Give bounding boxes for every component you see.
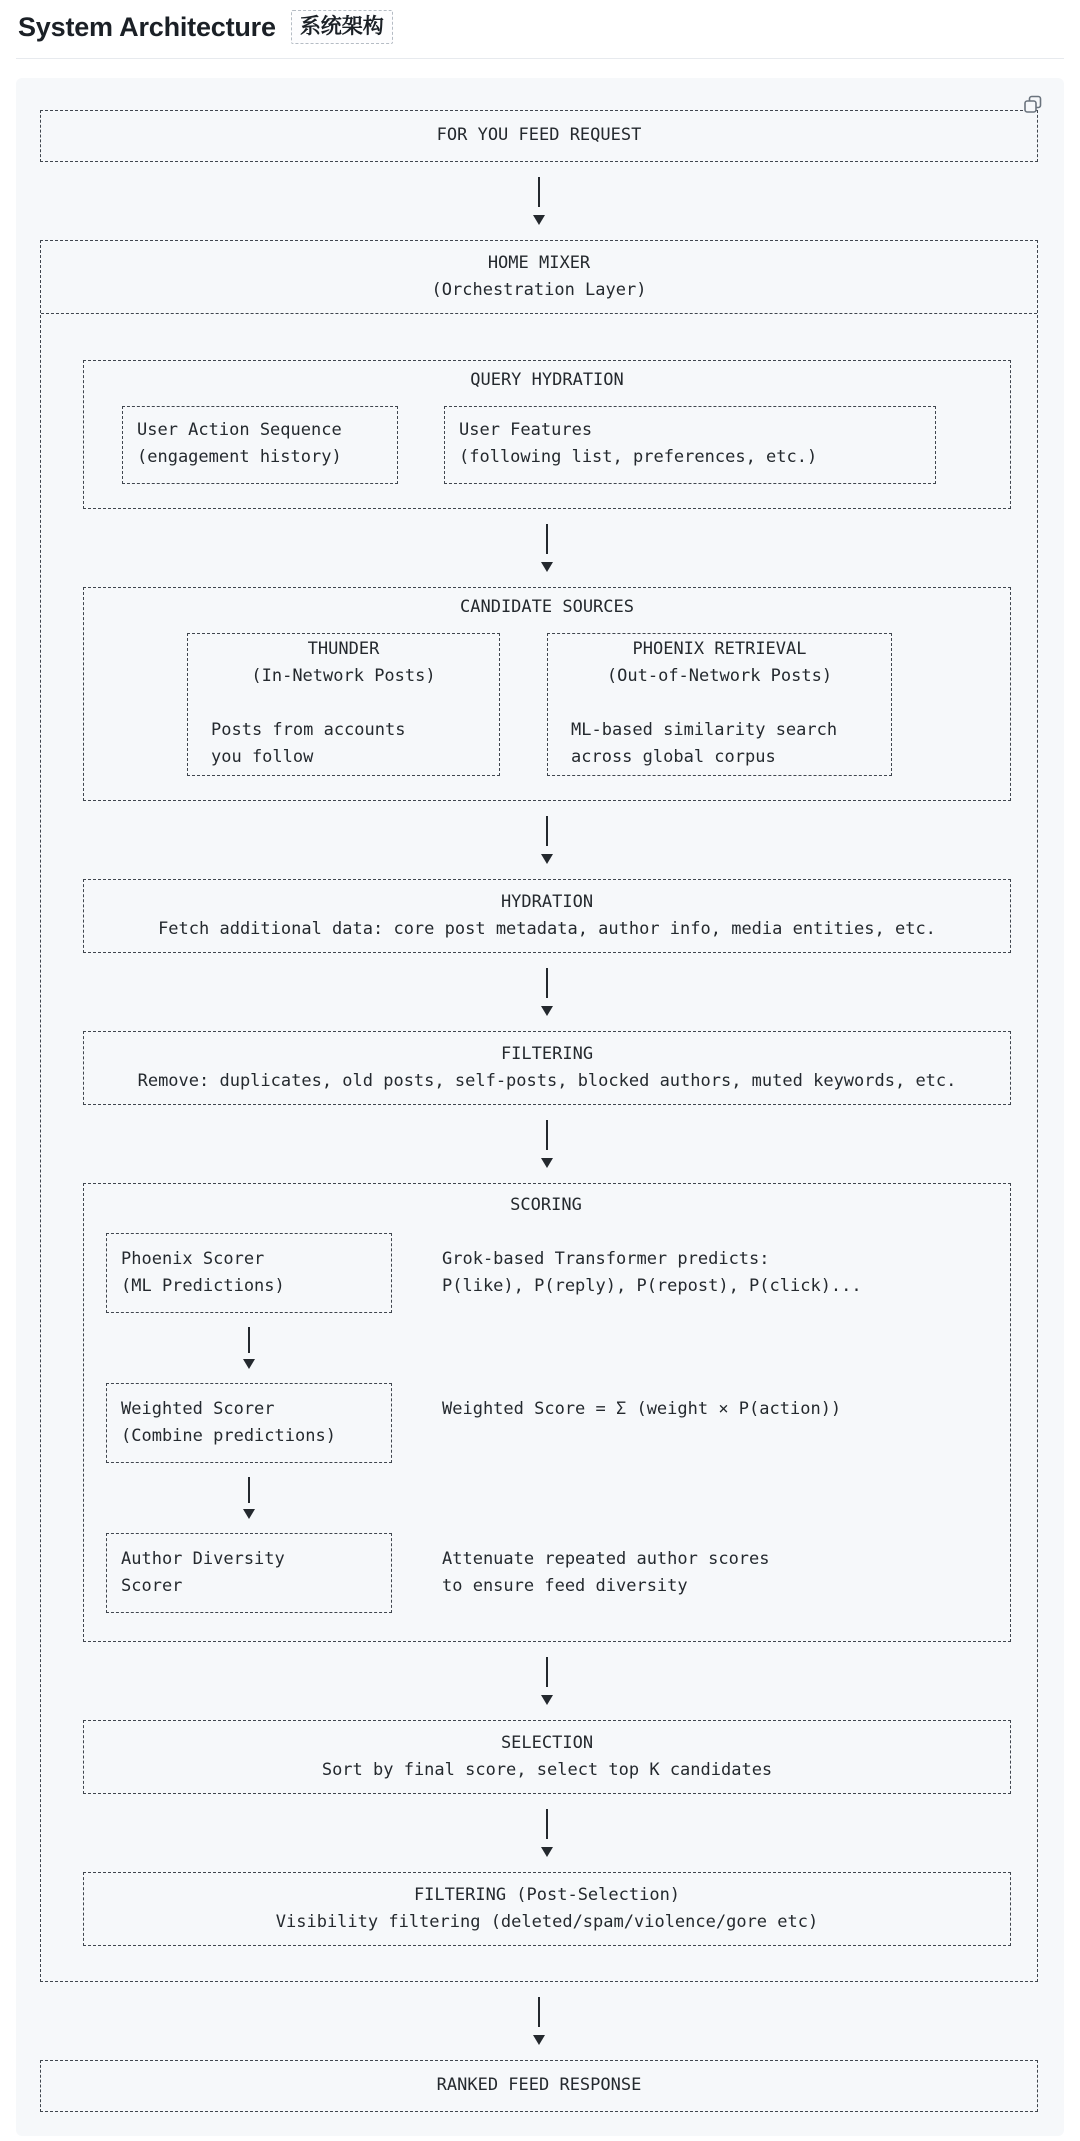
box-weighted-scorer: [106, 1383, 392, 1463]
scoring-row-phoenix: [106, 1233, 986, 1313]
box-feed-request: [40, 110, 1038, 162]
box-scoring: [83, 1183, 1011, 1642]
page-title-zh-badge: 系统架构: [291, 10, 393, 44]
box-selection: [83, 1720, 1011, 1794]
selection-desc: Sort by final score, select top K candidates: [321, 1760, 773, 1780]
flow-arrow-down: [40, 177, 1038, 225]
thunder-title: THUNDER: [307, 639, 380, 659]
spacer: [188, 690, 499, 717]
scoring-title: SCORING: [510, 1195, 582, 1215]
box-phoenix-scorer: [106, 1233, 392, 1313]
phoenix-scorer-note: [442, 1233, 862, 1313]
box-filtering: [83, 1031, 1011, 1105]
flow-arrow-down: [83, 968, 1011, 1016]
arrow-line: [546, 1657, 548, 1687]
arrow-head-icon: [533, 2035, 545, 2045]
arrow-line: [248, 1477, 250, 1503]
thunder-subtitle: (In-Network Posts): [251, 666, 436, 686]
author-diversity-note1: Attenuate repeated author scores: [442, 1549, 770, 1569]
user-action-sequence-line1: User Action Sequence: [137, 420, 342, 440]
code-block-panel: [16, 78, 1064, 2136]
post-filtering-desc: Visibility filtering (deleted/spam/violence/gore etc): [275, 1912, 819, 1932]
arrow-head-icon: [541, 1847, 553, 1857]
arrow-line: [538, 1997, 540, 2027]
box-home-mixer: [40, 240, 1038, 1982]
filtering-title: FILTERING: [500, 1044, 594, 1064]
flow-arrow-down: [83, 524, 1011, 572]
home-mixer-title: HOME MIXER: [487, 253, 591, 273]
hydration-desc: Fetch additional data: core post metadata, author info, media entities, etc.: [158, 919, 936, 939]
phoenix-scorer-note2: P(like), P(reply), P(repost), P(click)...: [442, 1276, 862, 1296]
author-diversity-line1: Author Diversity: [121, 1549, 285, 1569]
weighted-scorer-line2: (Combine predictions): [121, 1426, 336, 1446]
home-mixer-header: [41, 241, 1037, 314]
box-query-hydration: [83, 360, 1011, 509]
box-thunder: [187, 633, 500, 776]
arrow-line: [546, 968, 548, 998]
box-user-features: [444, 406, 936, 484]
page-header: [16, 0, 1064, 59]
arrow-head-icon: [243, 1509, 255, 1519]
copy-button[interactable]: [1019, 91, 1047, 119]
box-hydration: [83, 879, 1011, 953]
arrow-line: [546, 1809, 548, 1839]
scoring-row-weighted: [106, 1383, 986, 1463]
scoring-arrow-col: [106, 1313, 392, 1383]
arrow-head-icon: [541, 562, 553, 572]
arrow-head-icon: [243, 1359, 255, 1369]
home-mixer-subtitle: (Orchestration Layer): [431, 280, 647, 300]
box-user-action-sequence: [122, 406, 398, 484]
arrow-head-icon: [541, 1695, 553, 1705]
flow-arrow-down: [40, 1997, 1038, 2045]
post-filtering-title: FILTERING (Post-Selection): [413, 1885, 681, 1905]
flow-arrow-down: [83, 1657, 1011, 1705]
weighted-scorer-note1: Weighted Score = Σ (weight × P(action)): [442, 1399, 842, 1419]
phoenix-desc1: ML-based similarity search: [571, 720, 838, 740]
author-diversity-note: [442, 1533, 770, 1613]
phoenix-scorer-line2: (ML Predictions): [121, 1276, 285, 1296]
flow-arrow-down: [83, 1120, 1011, 1168]
user-action-sequence-line2: (engagement history): [137, 447, 342, 467]
spacer: [548, 690, 891, 717]
box-post-filtering: [83, 1872, 1011, 1946]
phoenix-subtitle: (Out-of-Network Posts): [606, 666, 833, 686]
page-title: System Architecture: [18, 12, 276, 42]
flow-arrow-down: [243, 1477, 255, 1519]
selection-title: SELECTION: [500, 1733, 594, 1753]
scoring-row-diversity: [106, 1533, 986, 1613]
phoenix-scorer-line1: Phoenix Scorer: [121, 1249, 265, 1269]
arrow-line: [248, 1327, 250, 1353]
arrow-line: [546, 524, 548, 554]
phoenix-title: PHOENIX RETRIEVAL: [632, 639, 807, 659]
weighted-scorer-note: [442, 1383, 841, 1463]
user-features-line1: User Features: [459, 420, 593, 440]
box-phoenix-retrieval: [547, 633, 892, 776]
box-author-diversity-scorer: [106, 1533, 392, 1613]
hydration-title: HYDRATION: [500, 892, 594, 912]
weighted-scorer-line1: Weighted Scorer: [121, 1399, 275, 1419]
query-hydration-row: [122, 406, 1010, 484]
author-diversity-note2: to ensure feed diversity: [442, 1576, 688, 1596]
arrow-line: [538, 177, 540, 207]
arrow-head-icon: [541, 854, 553, 864]
arrow-line: [546, 816, 548, 846]
thunder-desc1: Posts from accounts: [211, 720, 406, 740]
flow-arrow-down: [83, 816, 1011, 864]
arrow-head-icon: [541, 1158, 553, 1168]
copy-icon: [1021, 93, 1045, 117]
home-mixer-body: [41, 314, 1037, 1981]
feed-request-label: FOR YOU FEED REQUEST: [436, 125, 642, 145]
candidate-sources-title: CANDIDATE SOURCES: [460, 597, 634, 617]
filtering-desc: Remove: duplicates, old posts, self-posts, blocked authors, muted keywords, etc.: [137, 1071, 957, 1091]
arrow-line: [546, 1120, 548, 1150]
thunder-desc2: you follow: [211, 747, 314, 767]
architecture-diagram: [40, 110, 1038, 2112]
box-ranked-response: [40, 2060, 1038, 2112]
query-hydration-title: QUERY HYDRATION: [470, 370, 624, 390]
scoring-arrow-col: [106, 1463, 392, 1533]
flow-arrow-down: [83, 1809, 1011, 1857]
ranked-response-label: RANKED FEED RESPONSE: [436, 2075, 642, 2095]
box-candidate-sources: [83, 587, 1011, 801]
user-features-line2: (following list, preferences, etc.): [459, 447, 818, 467]
arrow-head-icon: [533, 215, 545, 225]
candidate-sources-row: [187, 633, 1010, 776]
phoenix-scorer-note1: Grok-based Transformer predicts:: [442, 1249, 770, 1269]
arrow-head-icon: [541, 1006, 553, 1016]
phoenix-desc2: across global corpus: [571, 747, 776, 767]
flow-arrow-down: [243, 1327, 255, 1369]
author-diversity-line2: Scorer: [121, 1576, 183, 1596]
